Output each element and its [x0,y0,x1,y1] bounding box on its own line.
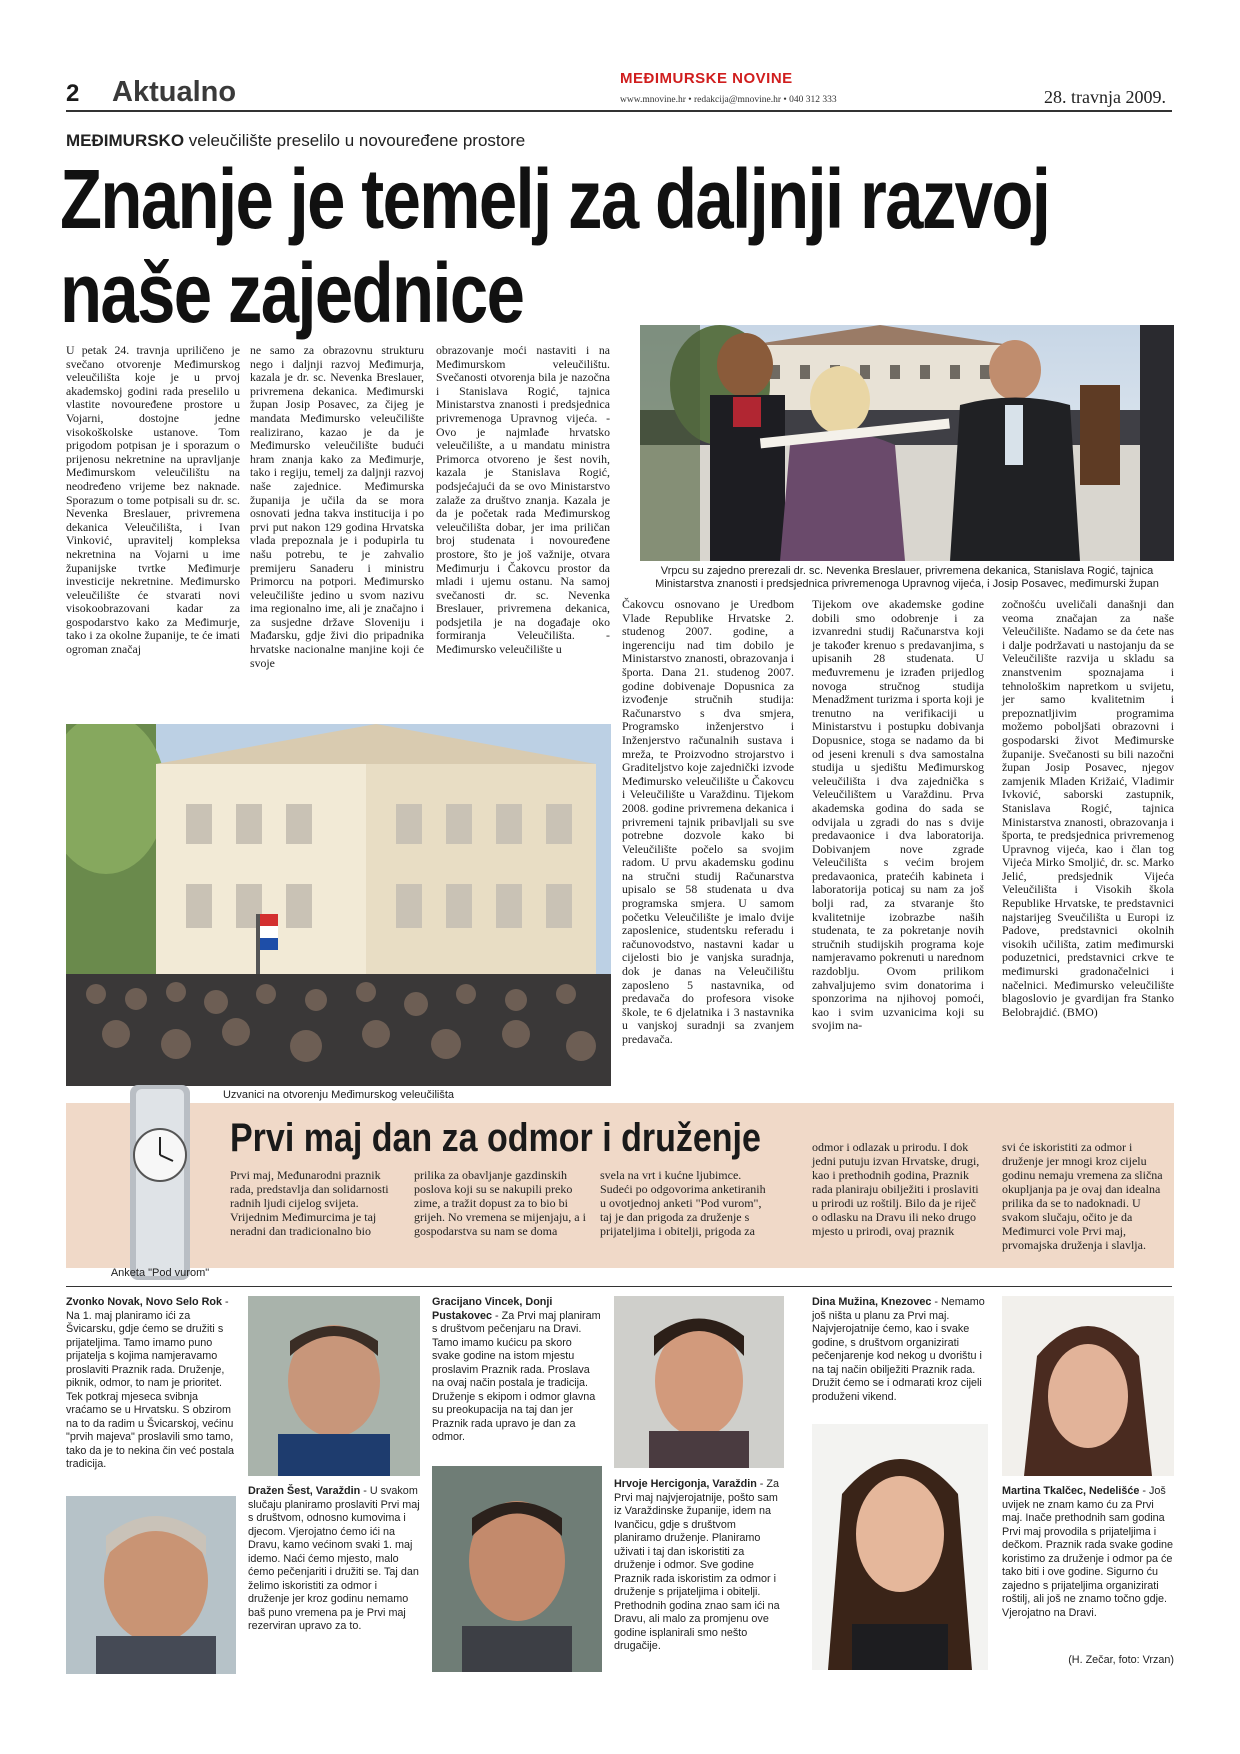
ribbon-photo-caption: Vrpcu su zajedno prerezali dr. sc. Nevenka Breslauer, privremena dekanica, Stanislava Rogić, tajnica Ministarstva znanosti i predsjednica privremenoga Upravnog vijeća, i Josip Posavec, međimurski župan [655,565,1159,590]
article-column-5: Tijekom ove akademske godine dobili smo odobrenje i za izvanredni studij Računarstva koji je također krenuo s predavanjima, s upisanih 28 studenata. U međuvremenu je izrađen prijedlog novoga stručnog studija Menadžment turizma i sporta koji je trenutno na verifikaciji u Ministarstvu i postupku dobivanja Dopusnice, stoga se nadamo da bi od jeseni krenuli s dva samostalna studija u sjedištu Međimurskog veleučilišta i dva zajednička s Veleučilištem u Varaždinu. Prva akademska godina do sada se odvijala u zgradi do nas s dvije predavaonice i dva laboratorija. Dobivanjem nove zgrade Veleučilišta s većim brojem predavaonica, pratećih kabineta i laboratorija poticaj su nam za još bolji rad, za stvaranje što kvalitetnije izobrazbe naših studenata, te za pokretanje novih stručnih studijskih programa koje namjeravamo pokrenuti u narednom razdoblju. Ovom prilikom zahvaljujemo svim donatorima i sponzorima na njihovoj pomoći, kao i svim uzvanicima koji su svojim na- [812,597,984,1033]
respondent-3-photo [432,1466,602,1672]
survey-intro-2: prilika za obavljanje gazdinskih poslova koji su se nakupili preko zime, a tražit dopust za to bio bi grijeh. No vremena se mijenjaju, a i gospodarstva su nam se doma [414,1168,586,1238]
page-number: 2 [66,80,80,107]
clock-caption: Anketa "Pod vurom" [110,1267,210,1279]
article-column-6: zočnošću uveličali današnji dan veoma značajan za naše Veleučilište. Nadamo se da ćete nas i dalje podržavati u nastojanju da se Veleučilište razvija u skladu sa znanstvenim spoznajama i tehnološkim napretkom u svijetu, jer samo kvalitetnim i prepoznatljivim programima možemo poboljšati obrazovni i gospodarski život Međimurske županije. Svečanosti su bili nazočni župan Josip Posavec, njegov zamjenik Mladen Križaić, Vladimir Ivković, saborski zastupnik, Stanislava Rogić, tajnica Ministarstva znanosti, obrazovanja i športa, te predsjednica privremenog Upravnog vijeća, kao i član tog Vijeća Mirko Smoljić, dr. sc. Marko Jelić, predsjednik Vijeća Veleučilišta i Visokih škola Republike Hrvatske, te predstavnici najstarijeg Sveučilišta u Europi iz Padove, predstavnici okolnih visokih učilišta, zatim međimurski poduzetnici, predstavnici crkve te međimurski gradonačelnici i načelnici. Međimursko veleučilište blagoslovio je gvardijan fra Stanko Belobrajdić. (BMO) [1002,597,1174,1019]
building-photo-caption: Uzvanici na otvorenju Međimurskog veleučilišta [222,1089,455,1101]
ribbon-cutting-photo [640,325,1174,561]
respondent-4: Hrvoje Hercigonja, Varaždin - Za Prvi maj najvjerojatnije, pošto sam iz Varaždinske županije, idem na Ivančicu, gdje s društvom planiramo druženje. Planiramo uživati i taj dan iskoristiti za druženje i odmor. Sve godine Praznik rada iskoristim za odmor i druženje s prijateljima i obitelji. Prethodnih godina znao sam ići na Dravu, ali malo za promjenu ove godine isplanirali smo nešto drugačije. [614,1478,780,1652]
respondent-2: Dražen Šest, Varaždin - U svakom slučaju planiramo proslaviti Prvi maj s društvom, odnosno kumovima i djecom. Vjerojatno ćemo ići na Dravu, kamo većinom svaki 1. maj idemo. Naći ćemo mjesto, malo ćemo pečenjariti i družiti se. Taj dan želimo iskoristiti za odmor i druženje jer kroz godinu nemamo baš puno vremena pa je Prvi maj rezerviran upravo za to. [248,1485,420,1632]
article-column-1: U petak 24. travnja upriličeno je svečano otvorenje Međimurskog veleučilišta koje je u prvoj akademskoj godini rada preselilo u vlastite novouređene prostore u Vojarni, dostojne jedne visokoškolske ustanove. Tom prigodom potpisan je i sporazum o prijenosu nekretnine na upravljanje Međimurskom veleučilištu na neodređeno vrijeme bez naknade. Sporazum o tome potpisali su dr. sc. Nevenka Breslauer, privremena dekanica Veleučilišta, i Ivan Vinković, upravitelj kompleksa nekretnina na Vojarni u ime županijske tvrtke Međimurje investicije nekretnine. Međimursko veleučilište će stvarati novi visokoobrazovani kadar za gospodarstvo kako za Međimurje, tako i za okolne županije, te će imati ogroman značaj [66,343,240,657]
survey-title: Prvi maj dan za odmor i druženje [230,1116,761,1160]
respondent-5: Dina Mužina, Knezovec - Nemamo još ništa u planu za Prvi maj. Najvjerojatnije ćemo, kao i svake godine, s društvom organizirati pečenjarenje kod nekog u dvorištu i na taj način obilježiti Praznik rada. Družit ćemo se i odmarati kroz cijeli produženi vikend. [812,1296,985,1403]
survey-intro-3: svela na vrt i kućne ljubimce. Sudeći po odgovorima anketiranih u ovotjednoj anketi "Pod vurom", taj je dan prigoda za druženje s prijateljima i obitelji, prigoda za [600,1168,766,1238]
article-column-3: obrazovanje moći nastaviti i na Međimurskom veleučilištu. Svečanosti otvorenja bila je nazočna i Stanislava Rogić, tajnica Ministarstva znanosti i predsjednica privremenoga Upravnog vijeća. - Ovo je najmlađe hrvatsko veleučilište, a u mandatu ministra Primorca otvoreno je šest novih, kazala je Stanislava Rogić, podsjećajući da se ovo Ministarstvo zalaže za društvo znanja. Kazala je da je početak rada Međimurskog veleučilišta dobar, jer ima priličan broj studenata i novouređene prostore, što je još važnije, otvara Međimurju i Čakovcu prostor da mladi i ujemu ostanu. Na samoj svečanosti dr. sc. Nevenka Breslauer, privremena dekanica, podsjetila je na događaje oko formiranja Veleučilišta. - Međimursko veleučilište u [436,343,610,657]
respondent-5-photo [812,1424,988,1670]
headline: Znanje je temelj za daljnji razvoj naše zajednice [60,152,1050,340]
respondent-4-photo [614,1296,784,1468]
respondent-1: Zvonko Novak, Novo Selo Rok - Na 1. maj planiramo ići za Švicarsku, gdje ćemo se družiti s prijateljima. Tamo imamo puno prijatelja s kojima namjeravamo proslaviti Praznik rada. Druženje, piknik, odmor, to nam je prioritet. Tek potkraj mjeseca svibnja vraćamo se u Hrvatsku. S obzirom na to da radim u Švicarskoj, većinu "prvih majeva" proslavili smo tamo, tako da je to nekina čin već postala tradicija. [66,1296,235,1470]
respondent-6: Martina Tkalčec, Nedelišće - Još uvijek ne znam kamo ću za Prvi maj. Inače prethodnih sam godina Prvi maj provodila s prijateljima i dečkom. Praznik rada svake godine koristimo za druženje i odmor pa će tako biti i ove godine. Sigurno ću zajedno s prijateljima organizirati roštilj, ali još ne znamo točno gdje. Vjerojatno na Dravi. [1002,1485,1174,1619]
clock-tower-image [110,1085,210,1280]
survey-intro-5: svi će iskoristiti za odmor i druženje jer mnogi kroz cijelu godinu nemaju vremena za slična okupljanja pa je ovaj dan idealna prilika da se to nadoknadi. U svakom slučaju, očito je da Međimurci vole Prvi maj, prvomajska druženja i slavlja. [1002,1140,1163,1252]
building-ceremony-photo [66,724,611,1086]
kicker: MEĐIMURSKO veleučilište preselilo u novouređene prostore [66,131,526,150]
survey-rule [66,1286,1172,1287]
respondent-2-photo [248,1296,420,1476]
article-column-4: Čakovcu osnovano je Uredbom Vlade Republike Hrvatske 2. studenog 2007. godine, a ingerenciju nad tim dobilo je Ministarstvo znanosti, obrazovanja i športa. Dana 21. studenog 2007. godine dobivenaje Dopusnica za izvođenje stručnih studija: Računarstvo s dva smjera, Programsko inženjerstvo i Inženjerstvo računalnih sustava i mreža, te Proizvodno strojarstvo i Graditeljstvo koje zajednički izvode Međimursko veleučilište u Čakovcu i Veleučilište u Varaždinu. Tijekom 2008. godine privremena dekanica i privremeni tajnik pribavljali su sve potrebne dozvole kako bi Veleučilište počelo sa svojim radom. U prvu akademsku godinu na stručni studij Računarstva upisalo se 58 studenata u dva programska smjera. U samom početku Veleučilište je imalo dvije zaposlenice, studentsku referadu i računovodstvo, nastavni kadar u cijelosti bio je vanjska suradnja, dok je danas na Veleučilištu zaposleno 5 nastavnika, od predavača do profesora visoke škole, te 6 djelatnika i 3 nastavnika u vanjskoj suradnji sa zvanjem predavača. [622,597,794,1046]
header-rule [66,110,1172,112]
survey-intro-1: Prvi maj, Međunarodni praznik rada, predstavlja dan solidarnosti radnih ljudi cijelog svijeta. Vrijednim Međimurcima je taj neradni dan tradicionalno bio [230,1168,389,1238]
contact-line: www.mnovine.hr • redakcija@mnovine.hr • 040 312 333 [620,95,837,105]
survey-intro-4: odmor i odlazak u prirodu. I dok jedni putuju izvan Hrvatske, drugi, kao i prethodnih godina, Praznik rada planiraju obilježiti i proslaviti u prirodi uz roštilj. Bilo da je riječ o odlasku na Dravu ili neko drugo mjesto u prirodi, ovaj praznik [812,1140,980,1238]
section-title: Aktualno [112,76,237,108]
masthead-logo: MEĐIMURSKE NOVINE [620,70,793,87]
respondent-3: Gracijano Vincek, Donji Pustakovec - Za Prvi maj planiram s društvom pečenjaru na Dravi. Tamo imamo kućicu pa skoro svake godine na istom mjestu proslavim Praznik rada. Proslava na ovaj način postala je tradicija. Druženje s ekipom i odmor glavna su preokupacija na taj dan jer Praznik rada upravo je dan za odmor. [432,1296,601,1443]
respondent-6-photo [1002,1296,1174,1476]
survey-credit: (H. Zečar, foto: Vrzan) [1068,1654,1174,1666]
issue-date: 28. travnja 2009. [1044,87,1166,107]
article-column-2: ne samo za obrazovnu strukturu nego i daljnji razvoj Međimurja, kazala je dr. sc. Nevenka Breslauer, privremena dekanica. Međimurski župan Josip Posavec, za čijeg je mandata Međimursko veleučilište realizirano, kazao je da je Međimursko veleučilište budući hram znanja kako za Međimurje, tako i regiju, temelj za daljnji razvoj naše zajednice. Međimurska županija je učila da se mora osnovati jedna takva institucija i po prvi put nakon 129 godina Hrvatska vlada prepoznala je i podupirla tu našu potrebu, te je zahvalio premijeru Sanaderu i ministru Primorcu na potpori. Međimursko veleučilište jedino u svom nazivu ima regionalno ime, ali je značajno i za susjedne države Sloveniju i Mađarsku, gdje živi dio pripadnika hrvatske nacionalne manjine koji će svoje [250,343,424,670]
respondent-1-photo [66,1496,236,1674]
